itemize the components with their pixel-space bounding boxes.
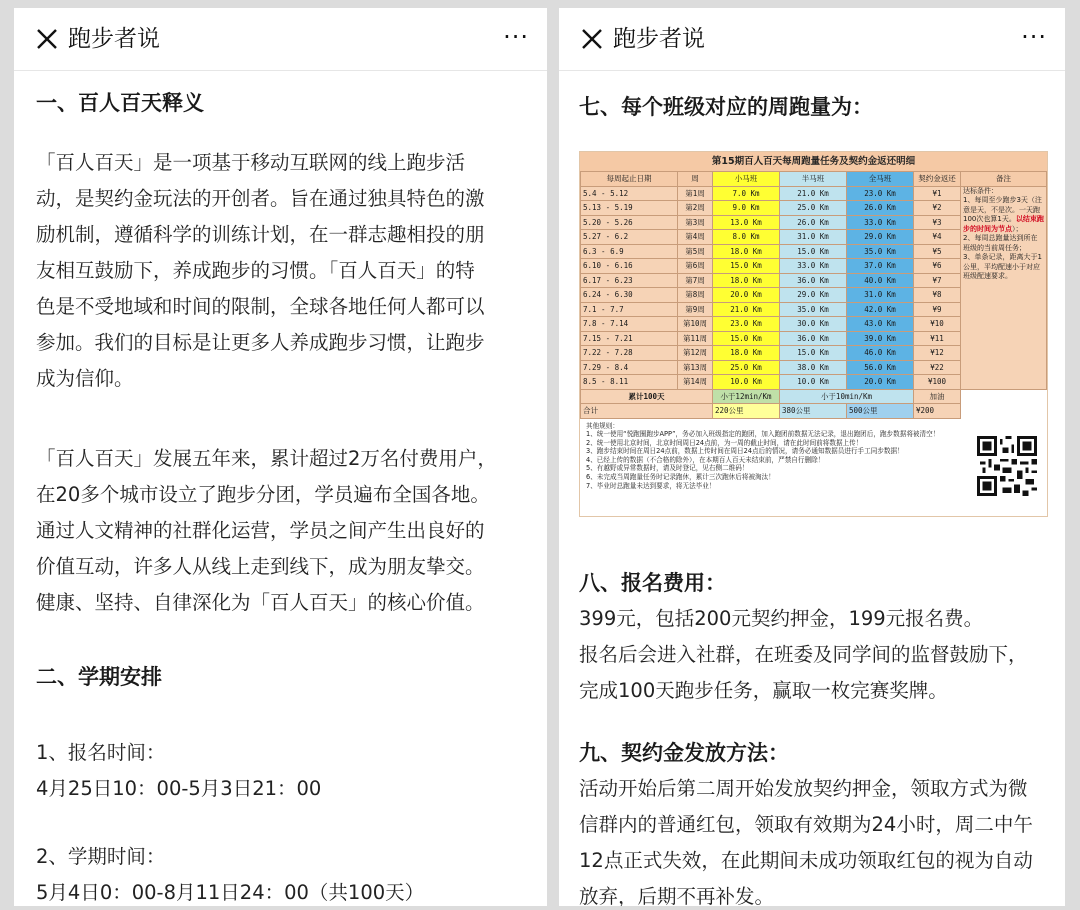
col-header: 每周起止日期	[581, 172, 678, 187]
more-menu-icon[interactable]: ···	[1021, 23, 1047, 51]
col-header: 全马班	[847, 172, 914, 187]
paragraph-line: 动，是契约金玩法的开创者。旨在通过独具特色的激	[36, 187, 485, 210]
table-cell: ¥7	[914, 273, 961, 288]
schedule-value: 5月4日0：00-8月11日24：00（共100天）	[36, 881, 425, 904]
summary-cell: ¥200	[914, 404, 961, 419]
table-cell: 第1周	[678, 186, 713, 201]
article-body	[559, 71, 1065, 906]
nav-bar	[559, 8, 1065, 71]
section-heading: 一、百人百天释义	[36, 91, 204, 115]
table-cell: 第9周	[678, 302, 713, 317]
paragraph-line: 「百人百天」发展五年来，累计超过2万名付费用户，	[36, 447, 497, 470]
table-cell: 25.0 Km	[713, 360, 780, 375]
table-cell: 21.0 Km	[780, 186, 847, 201]
left-article-screen	[14, 8, 547, 906]
table-cell: 9.0 Km	[713, 201, 780, 216]
col-header: 契约金返还	[914, 172, 961, 187]
table-cell: 10.0 Km	[780, 375, 847, 390]
qr-code-icon	[977, 436, 1037, 496]
close-icon[interactable]	[30, 22, 64, 56]
table-header-row	[581, 172, 1047, 187]
table-cell: 7.0 Km	[713, 186, 780, 201]
section-heading: 八、报名费用：	[579, 571, 726, 595]
rule-item: 3、跑步结束时间在周日24点前，数据上传时间在周日24点后的情况，请务必通知数据员进行手工同步数据！	[586, 447, 904, 456]
table-cell: 5.13 - 5.19	[581, 201, 678, 216]
table-cell: ¥10	[914, 317, 961, 332]
table-cell: 23.0 Km	[713, 317, 780, 332]
paragraph-line: 399元，包括200元契约押金，199元报名费。	[579, 607, 984, 630]
table-cell: 7.1 - 7.7	[581, 302, 678, 317]
table-cell: 第13周	[678, 360, 713, 375]
paragraph-line: 活动开始后第二周开始发放契约押金，领取方式为微	[579, 777, 1028, 800]
paragraph-line: 「百人百天」是一项基于移动互联网的线上跑步活	[36, 151, 466, 174]
table-cell: 15.0 Km	[780, 346, 847, 361]
table-note-highlight: 以结束跑步的时间为节点	[963, 215, 1044, 233]
table-cell: 15.0 Km	[780, 244, 847, 259]
paragraph-line: 励机制，遵循科学的训练计划，在一群志趣相投的朋	[36, 223, 485, 246]
table-cell: 18.0 Km	[713, 273, 780, 288]
paragraph-line: 完成100天跑步任务，赢取一枚完赛奖牌。	[579, 679, 948, 702]
summary-cell: 小于12min/Km	[713, 389, 780, 404]
table-cell: ¥1	[914, 186, 961, 201]
table-cell: 46.0 Km	[847, 346, 914, 361]
table-cell: 29.0 Km	[780, 288, 847, 303]
table-cell: 10.0 Km	[713, 375, 780, 390]
table-cell: 30.0 Km	[780, 317, 847, 332]
table-cell: 第3周	[678, 215, 713, 230]
table-cell: 20.0 Km	[713, 288, 780, 303]
table-cell: 20.0 Km	[847, 375, 914, 390]
table-cell: ¥12	[914, 346, 961, 361]
page-title: 跑步者说	[613, 26, 705, 52]
table-cell: 7.29 - 8.4	[581, 360, 678, 375]
table-row	[581, 186, 1047, 201]
table-cell: 43.0 Km	[847, 317, 914, 332]
paragraph-line: 12点正式失效，在此期间未成功领取红包的视为自动	[579, 849, 1033, 872]
paragraph-line: 报名后会进入社群，在班委及同学间的监督鼓励下，	[579, 643, 1028, 666]
table-cell: 5.20 - 5.26	[581, 215, 678, 230]
total-row	[581, 404, 1047, 419]
nav-bar	[14, 8, 547, 71]
table-cell: ¥6	[914, 259, 961, 274]
section-heading: 九、契约金发放方法：	[579, 741, 789, 765]
table-cell: 35.0 Km	[780, 302, 847, 317]
table-cell: ¥9	[914, 302, 961, 317]
table-cell: 第6周	[678, 259, 713, 274]
table-cell: 36.0 Km	[780, 273, 847, 288]
table-cell: 21.0 Km	[713, 302, 780, 317]
table-cell: 7.8 - 7.14	[581, 317, 678, 332]
table-cell: 第7周	[678, 273, 713, 288]
table-cell: 5.27 - 6.2	[581, 230, 678, 245]
summary-cell: 小于10min/Km	[780, 389, 914, 404]
rule-item: 1、统一使用“悦跑圈跑步APP”，务必加入班级指定的跑团，加入跑团前数据无法记录，退出跑团后，跑步数据将被清空！	[586, 430, 940, 439]
rule-item: 5、有越野或异常数据时，请及时登记，见右侧二维码！	[586, 464, 749, 473]
table-cell: 33.0 Km	[780, 259, 847, 274]
table-cell: 7.15 - 7.21	[581, 331, 678, 346]
table-cell: 13.0 Km	[713, 215, 780, 230]
table-cell: 8.5 - 8.11	[581, 375, 678, 390]
right-article-screen	[559, 8, 1065, 906]
table-cell: 18.0 Km	[713, 346, 780, 361]
table-cell: 25.0 Km	[780, 201, 847, 216]
table-cell: 8.0 Km	[713, 230, 780, 245]
table-cell: ¥3	[914, 215, 961, 230]
paragraph-line: 放弃，后期不再补发。	[579, 885, 775, 906]
table-cell: 6.3 - 6.9	[581, 244, 678, 259]
rules-block	[580, 419, 1047, 494]
more-menu-icon[interactable]: ···	[503, 23, 529, 51]
summary-cell: 合计	[581, 404, 713, 419]
table-cell: 18.0 Km	[713, 244, 780, 259]
table-cell: 29.0 Km	[847, 230, 914, 245]
paragraph-line: 参加。我们的目标是让更多人养成跑步习惯，让跑步	[36, 331, 485, 354]
table-cell: 15.0 Km	[713, 259, 780, 274]
table-cell: 第14周	[678, 375, 713, 390]
table-cell: 33.0 Km	[847, 215, 914, 230]
page-title: 跑步者说	[68, 26, 160, 52]
table-cell: 42.0 Km	[847, 302, 914, 317]
schedule-value: 4月25日10：00-5月3日21：00	[36, 777, 322, 800]
table-cell: 26.0 Km	[847, 201, 914, 216]
table-cell: 31.0 Km	[780, 230, 847, 245]
schedule-label: 1、报名时间：	[36, 741, 166, 764]
rules-title: 其他规则：	[586, 421, 619, 430]
table-cell: 第11周	[678, 331, 713, 346]
section-heading: 七、每个班级对应的周跑量为：	[579, 95, 873, 119]
table-cell: 5.4 - 5.12	[581, 186, 678, 201]
col-header: 半马班	[780, 172, 847, 187]
schedule-table	[580, 171, 1047, 419]
summary-cell: 加油	[914, 389, 961, 404]
article-body	[14, 71, 547, 906]
summary-cell: 500公里	[847, 404, 914, 419]
table-cell: 31.0 Km	[847, 288, 914, 303]
paragraph-line: 通过人文精神的社群化运营，学员之间产生出良好的	[36, 519, 485, 542]
paragraph-line: 色是不受地域和时间的限制，全球各地任何人都可以	[36, 295, 485, 318]
table-cell: 23.0 Km	[847, 186, 914, 201]
paragraph-line: 价值互动，许多人从线上走到线下，成为朋友挚交。	[36, 555, 485, 578]
table-cell: ¥100	[914, 375, 961, 390]
table-cell: 6.10 - 6.16	[581, 259, 678, 274]
table-cell: 39.0 Km	[847, 331, 914, 346]
rule-item: 6、未完成当周跑量任务时记录跑休，累计三次跑休后将被淘汰！	[586, 473, 775, 482]
table-cell: ¥11	[914, 331, 961, 346]
table-cell: ¥2	[914, 201, 961, 216]
paragraph-line: 健康、坚持、自律深化为「百人百天」的核心价值。	[36, 591, 485, 614]
schedule-label: 2、学期时间：	[36, 845, 166, 868]
rule-item: 2、统一使用北京时间，北京时间周日24点前，为一周的截止时间，请在此时间前将数据上传！	[586, 438, 863, 447]
table-cell: 第4周	[678, 230, 713, 245]
table-cell: 38.0 Km	[780, 360, 847, 375]
table-title: 第15期百人百天每周跑量任务及契约金返还明细	[580, 152, 1047, 171]
col-header: 备注	[961, 172, 1047, 187]
paragraph-line: 成为信仰。	[36, 367, 134, 390]
summary-row	[581, 389, 1047, 404]
table-cell: 第2周	[678, 201, 713, 216]
table-cell: 15.0 Km	[713, 331, 780, 346]
table-cell: 第10周	[678, 317, 713, 332]
summary-cell: 380公里	[780, 404, 847, 419]
table-cell: ¥4	[914, 230, 961, 245]
table-cell: 35.0 Km	[847, 244, 914, 259]
table-cell: 7.22 - 7.28	[581, 346, 678, 361]
table-cell: ¥22	[914, 360, 961, 375]
table-cell: 26.0 Km	[780, 215, 847, 230]
rule-item: 4、已经上传的数据（不合格的除外），在本期百人百天未结束前，严禁自行删除！	[586, 455, 825, 464]
paragraph-line: 友相互鼓励下，养成跑步的习惯。「百人百天」的特	[36, 259, 475, 282]
table-cell: 36.0 Km	[780, 331, 847, 346]
table-cell: 第8周	[678, 288, 713, 303]
paragraph-line: 在20多个城市设立了跑步分团，学员遍布全国各地。	[36, 483, 490, 506]
summary-cell: 220公里	[713, 404, 780, 419]
table-cell: 40.0 Km	[847, 273, 914, 288]
col-header: 小马班	[713, 172, 780, 187]
table-cell: 第12周	[678, 346, 713, 361]
paragraph-line: 信群内的普通红包，领取有效期为24小时，周二中午	[579, 813, 1033, 836]
rule-item: 7、毕业时总跑量未达到要求，将无法毕业！	[586, 481, 716, 490]
table-cell: ¥8	[914, 288, 961, 303]
table-cell: 37.0 Km	[847, 259, 914, 274]
section-heading: 二、学期安排	[36, 665, 162, 689]
table-cell: 第5周	[678, 244, 713, 259]
col-header: 周	[678, 172, 713, 187]
summary-cell: 累计100天	[581, 389, 713, 404]
table-note: 达标条件： 1、每周至少跑步3天（注意是天，不是次。一天跑100次也算1天。以结束跑步的时间为节点）； 2、每周总跑量达到所在班级的当前周任务； 3、单条记录，距离大于1公里，平均配速小于对应班级配速要求。	[961, 186, 1047, 389]
table-cell: 6.24 - 6.30	[581, 288, 678, 303]
table-cell: 6.17 - 6.23	[581, 273, 678, 288]
table-cell: ¥5	[914, 244, 961, 259]
weekly-distance-table-image	[579, 151, 1048, 517]
table-cell: 56.0 Km	[847, 360, 914, 375]
close-icon[interactable]	[575, 22, 609, 56]
